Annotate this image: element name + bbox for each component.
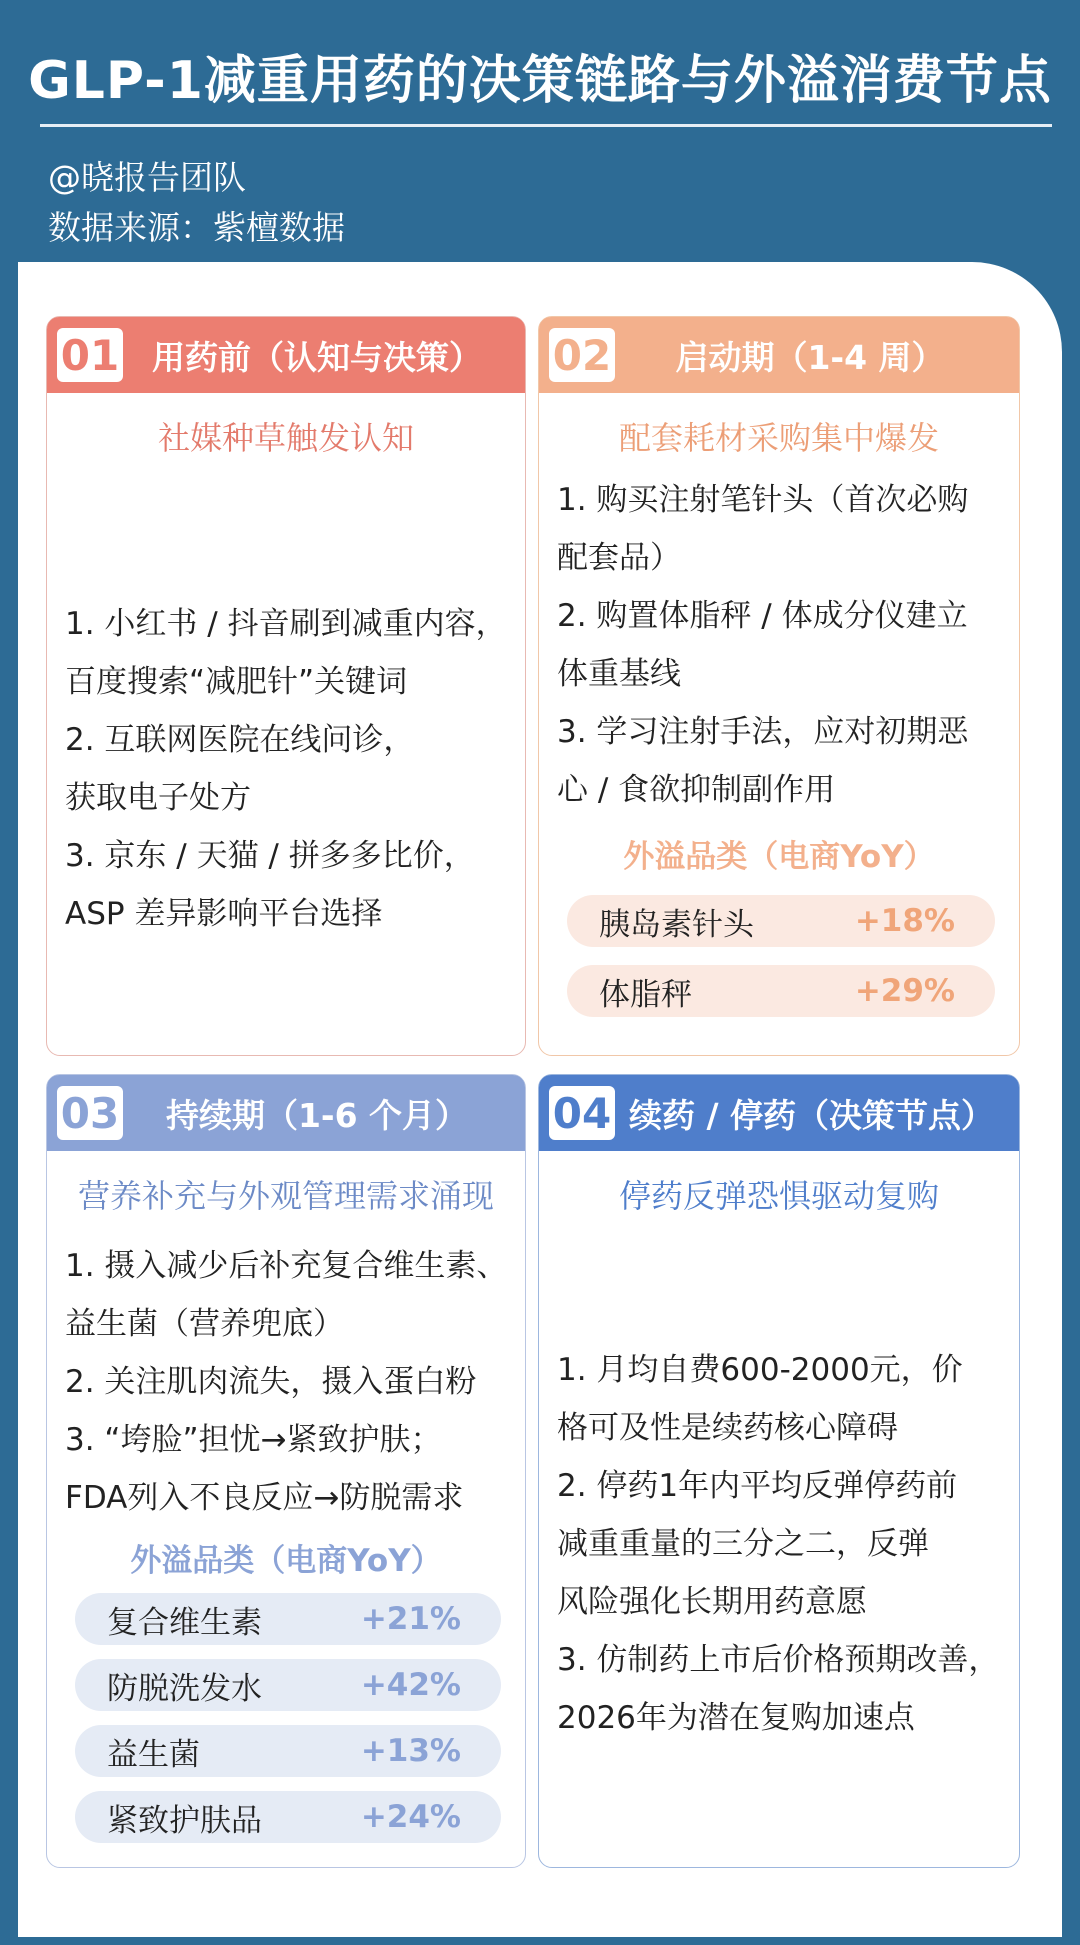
stage-item: 2. 停药1年内平均反弹停药前 减重重量的三分之二，反弹 风险强化长期用药意愿 [557, 1468, 958, 1620]
stage-title: 续药 / 停药（决策节点） [629, 1095, 995, 1135]
stage-item: 3. 仿制药上市后价格预期改善， 2026年为潜在复购加速点 [557, 1642, 1000, 1736]
stage-item: 1. 购买注射笔针头（首次必购 配套品） [557, 482, 969, 576]
stage-item: 3. 学习注射手法，应对初期恶 心 / 食欲抑制副作用 [557, 714, 969, 808]
spillover-item [75, 1791, 501, 1843]
stage-header [47, 1075, 525, 1151]
stage-items [65, 1237, 515, 1527]
spillover-item [567, 965, 995, 1017]
stage-item: 1. 摄入减少后补充复合维生素、 益生菌（营养兜底） [65, 1248, 508, 1342]
stage-card-continue-or-stop [538, 1074, 1020, 1868]
page-title: GLP-1减重用药的决策链路与外溢消费节点 [28, 51, 1052, 111]
stage-items [557, 471, 1009, 819]
spillover-category: 益生菌 [107, 1736, 200, 1773]
stage-item: 3. 京东 / 天猫 / 拼多多比价， ASP 差异影响平台选择 [65, 838, 475, 932]
stage-card-pre-medication [46, 316, 526, 1056]
spillover-category: 复合维生素 [107, 1604, 262, 1641]
stage-item: 1. 小红书 / 抖音刷到减重内容， 百度搜索“减肥针”关键词 [65, 606, 507, 700]
stage-item: 2. 购置体脂秤 / 体成分仪建立 体重基线 [557, 598, 968, 692]
stage-title: 持续期（1-6 个月） [165, 1095, 469, 1135]
spillover-category: 体脂秤 [599, 976, 692, 1013]
stage-item: 2. 关注肌肉流失，摄入蛋白粉 [65, 1364, 477, 1400]
author-credit: @晓报告团队 [48, 158, 246, 197]
stage-number: 04 [549, 1086, 615, 1140]
spillover-category: 防脱洗发水 [107, 1670, 262, 1707]
stage-header [539, 1075, 1019, 1151]
spillover-yoy: +29% [854, 973, 955, 1009]
stage-card-start-period [538, 316, 1020, 1056]
spillover-yoy: +18% [854, 903, 955, 939]
stage-card-sustained-period [46, 1074, 526, 1868]
spillover-title: 外溢品类（电商YoY） [623, 839, 935, 875]
stage-subtitle: 营养补充与外观管理需求涌现 [77, 1177, 494, 1215]
stage-subtitle: 社媒种草触发认知 [157, 419, 414, 457]
spillover-item [75, 1725, 501, 1777]
spillover-yoy: +21% [360, 1601, 461, 1637]
stage-subtitle: 停药反弹恐惧驱动复购 [618, 1177, 939, 1215]
stage-items [65, 595, 515, 943]
stage-item: 2. 互联网医院在线问诊， 获取电子处方 [65, 722, 415, 816]
stage-number: 02 [549, 328, 615, 382]
spillover-item [75, 1659, 501, 1711]
spillover-yoy: +13% [360, 1733, 461, 1769]
title-divider [40, 124, 1052, 127]
stage-items [557, 1341, 1009, 1747]
spillover-category: 胰岛素针头 [599, 906, 754, 943]
spillover-yoy: +42% [360, 1667, 461, 1703]
data-source: 数据来源：紫檀数据 [48, 208, 345, 247]
spillover-item [567, 895, 995, 947]
stage-item: 1. 月均自费600-2000元，价 格可及性是续药核心障碍 [557, 1352, 963, 1446]
stage-header [539, 317, 1019, 393]
stage-number: 01 [57, 328, 123, 382]
stage-title: 用药前（认知与决策） [152, 337, 482, 377]
stage-item: 3. “垮脸”担忧→紧致护肤； FDA列入不良反应→防脱需求 [65, 1422, 464, 1516]
stage-header [47, 317, 525, 393]
spillover-title: 外溢品类（电商YoY） [130, 1543, 442, 1579]
stage-title: 启动期（1-4 周） [675, 337, 945, 377]
spillover-category: 紧致护肤品 [107, 1802, 262, 1839]
stage-number: 03 [57, 1086, 123, 1140]
stage-subtitle: 配套耗材采购集中爆发 [618, 419, 939, 457]
spillover-yoy: +24% [360, 1799, 461, 1835]
spillover-item [75, 1593, 501, 1645]
